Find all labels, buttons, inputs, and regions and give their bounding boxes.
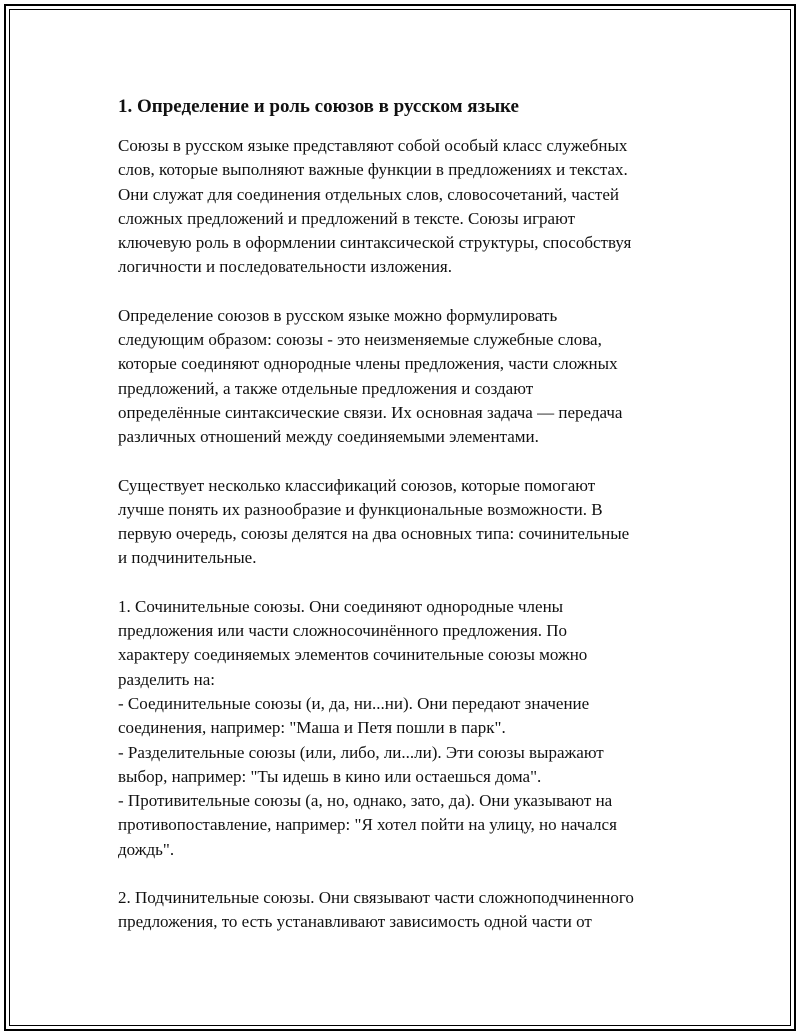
paragraph-definition: Определение союзов в русском языке можно формулировать следующим образом: союзы - это неизменяемые служебные слова, которые соединяют однородные члены предложения, части сложных предложений, а также отдельные предложения и создают определённые синтаксические связи. Их основная задача — передача различных отношений между соединяемыми элементами. — [118, 305, 623, 447]
document-body — [118, 94, 718, 935]
paragraph-definition-intro: Союзы в русском языке представляют собой особый класс служебных слов, которые выполняют важные функции в предложениях и текстах. Они служат для соединения отдельных слов, словосочетаний, частей сложных предложений и предложений в тексте. Союзы играют ключевую роль в оформлении синтаксической структуры, способствуя логичности и последовательности изложения. — [118, 136, 632, 277]
section-heading: 1. Определение и роль союзов в русском языке — [118, 96, 519, 117]
paragraph-coordinating-conjunctions: 1. Сочинительные союзы. Они соединяют однородные члены предложения или части сложносочинённого предложения. По характеру соединяемых элементов сочинительные союзы можно разделить на: - Соединительные союзы (и, да, ни...ни). Они передают значение соединения, например: "Маша и Петя пошли в парк". - Разделительные союзы (или, либо, ли...ли). Эти союзы выражают выбор, например: "Ты идешь в кино или остаешься дома". - Противительные союзы (а, но, однако, зато, да). Они указывают на противопоставление, например: "Я хотел пойти на улицу, но начался дождь". — [118, 596, 617, 859]
paragraph-subordinating-conjunctions: 2. Подчинительные союзы. Они связывают части сложноподчиненного предложения, то есть устанавливают зависимость одной части от — [118, 888, 634, 932]
paragraph-classification: Существует несколько классификаций союзов, которые помогают лучше понять их разнообразие и функциональные возможности. В первую очередь, союзы делятся на два основных типа: сочинительные и подчинительные. — [118, 475, 630, 568]
